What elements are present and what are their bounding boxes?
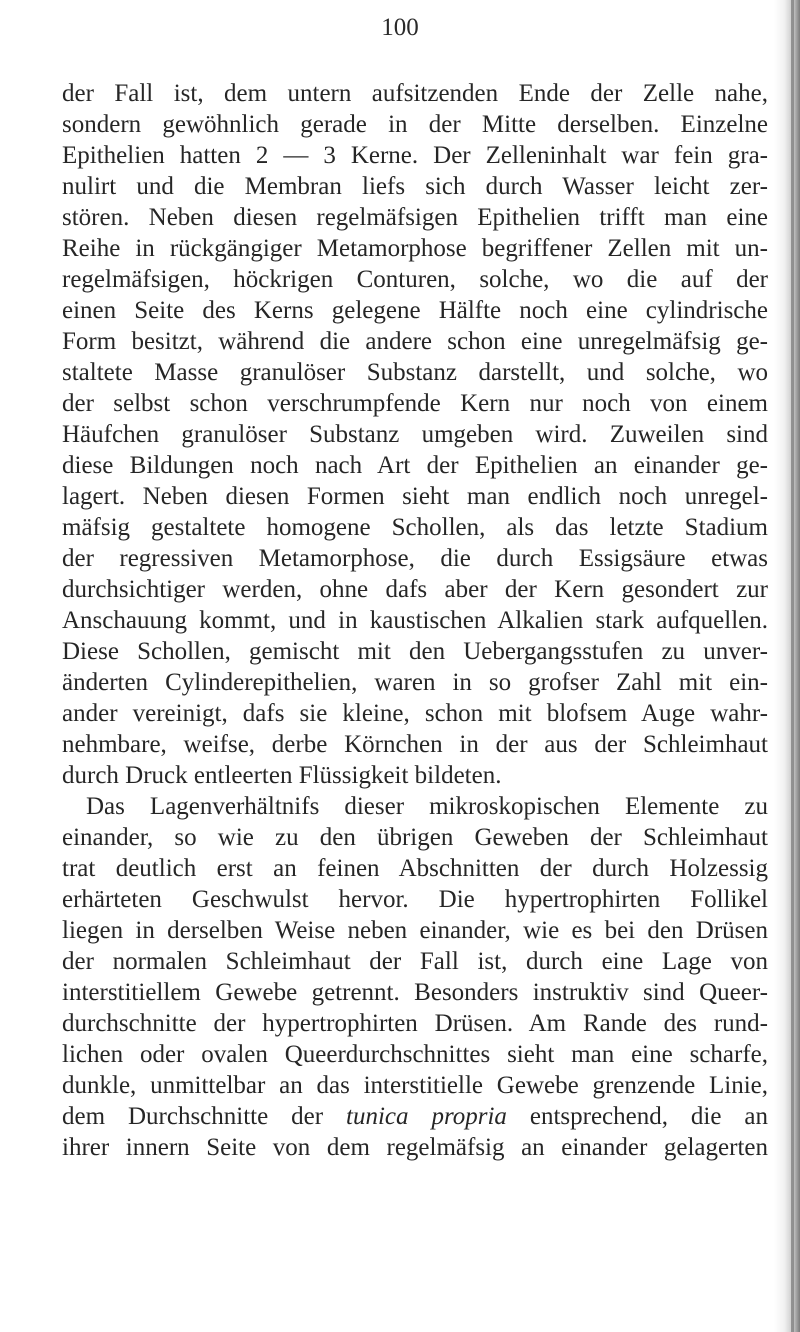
text-line: durch Druck entleerten Flüssigkeit bildeten. (62, 762, 502, 789)
text-line: nehmbare, weifse, derbe Körnchen in der aus der Schleimhaut (62, 731, 768, 758)
text-line: Diese Schollen, gemischt mit den Uebergangsstufen zu unver- (62, 638, 768, 665)
text-line: der Fall ist, dem untern aufsitzenden Ende der Zelle nahe, (62, 80, 768, 107)
emphasized-term: tunica propria (346, 1103, 507, 1130)
text-line: änderten Cylinderepithelien, waren in so grofser Zahl mit ein- (62, 669, 768, 696)
text-line: stören. Neben diesen regelmäfsigen Epithelien trifft man eine (62, 204, 768, 231)
text-span: dem Durchschnitte der (62, 1103, 347, 1130)
text-line: liegen in derselben Weise neben einander, wie es bei den Drüsen (62, 917, 768, 944)
text-line: ander vereinigt, dafs sie kleine, schon mit blofsem Auge wahr- (62, 700, 768, 727)
text-line: trat deutlich erst an feinen Abschnitten der durch Holzessig (62, 855, 768, 882)
text-line: nulirt und die Membran liefs sich durch Wasser leicht zer- (62, 173, 768, 200)
text-line: Form besitzt, während die andere schon eine unregelmäfsig ge- (62, 328, 768, 355)
text-line: der selbst schon verschrumpfende Kern nur noch von einem (62, 390, 768, 417)
text-line: diese Bildungen noch nach Art der Epithelien an einander ge- (62, 452, 768, 479)
text-line: lagert. Neben diesen Formen sieht man endlich noch unregel- (62, 483, 768, 510)
text-line: durchschnitte der hypertrophirten Drüsen. Am Rande des rund- (62, 1010, 768, 1037)
text-line: durchsichtiger werden, ohne dafs aber der Kern gesondert zur (62, 576, 768, 603)
text-line: mäfsig gestaltete homogene Schollen, als das letzte Stadium (62, 514, 768, 541)
paragraph-2 (62, 791, 768, 1163)
text-span: entsprechend, die an (506, 1103, 769, 1130)
text-line: lichen oder ovalen Queerdurchschnittes sieht man eine scharfe, (62, 1041, 768, 1068)
text-line: sondern gewöhnlich gerade in der Mitte derselben. Einzelne (62, 111, 768, 138)
text-line: einander, so wie zu den übrigen Geweben der Schleimhaut (62, 824, 768, 851)
page-edge-line (791, 0, 794, 1332)
text-line: dunkle, unmittelbar an das interstitielle Gewebe grenzende Linie, (62, 1072, 768, 1099)
paragraph-1 (62, 78, 768, 791)
text-line: einen Seite des Kerns gelegene Hälfte noch eine cylindrische (62, 297, 768, 324)
text-line: Das Lagenverhältnifs dieser mikroskopischen Elemente zu (86, 793, 768, 820)
page-edge-shadow (774, 0, 800, 1332)
text-line: erhärteten Geschwulst hervor. Die hypertrophirten Follikel (62, 886, 768, 913)
text-line: Reihe in rückgängiger Metamorphose begriffener Zellen mit un- (62, 235, 768, 262)
text-line: der regressiven Metamorphose, die durch Essigsäure etwas (62, 545, 768, 572)
body-text (62, 78, 768, 1163)
text-line: Epithelien hatten 2 — 3 Kerne. Der Zelleninhalt war fein gra- (62, 142, 768, 169)
text-line-with-emphasis (62, 1101, 768, 1132)
text-line: ihrer innern Seite von dem regelmäfsig an einander gelagerten (62, 1134, 768, 1161)
text-line: interstitiellem Gewebe getrennt. Besonders instruktiv sind Queer- (62, 979, 768, 1006)
page-number: 100 (381, 14, 419, 41)
text-line: Häufchen granulöser Substanz umgeben wird. Zuweilen sind (62, 421, 768, 448)
text-line: Anschauung kommt, und in kaustischen Alkalien stark aufquellen. (62, 607, 768, 634)
text-line: regelmäfsigen, höckrigen Conturen, solche, wo die auf der (62, 266, 768, 293)
text-line: der normalen Schleimhaut der Fall ist, durch eine Lage von (62, 948, 768, 975)
text-line: staltete Masse granulöser Substanz darstellt, und solche, wo (62, 359, 768, 386)
